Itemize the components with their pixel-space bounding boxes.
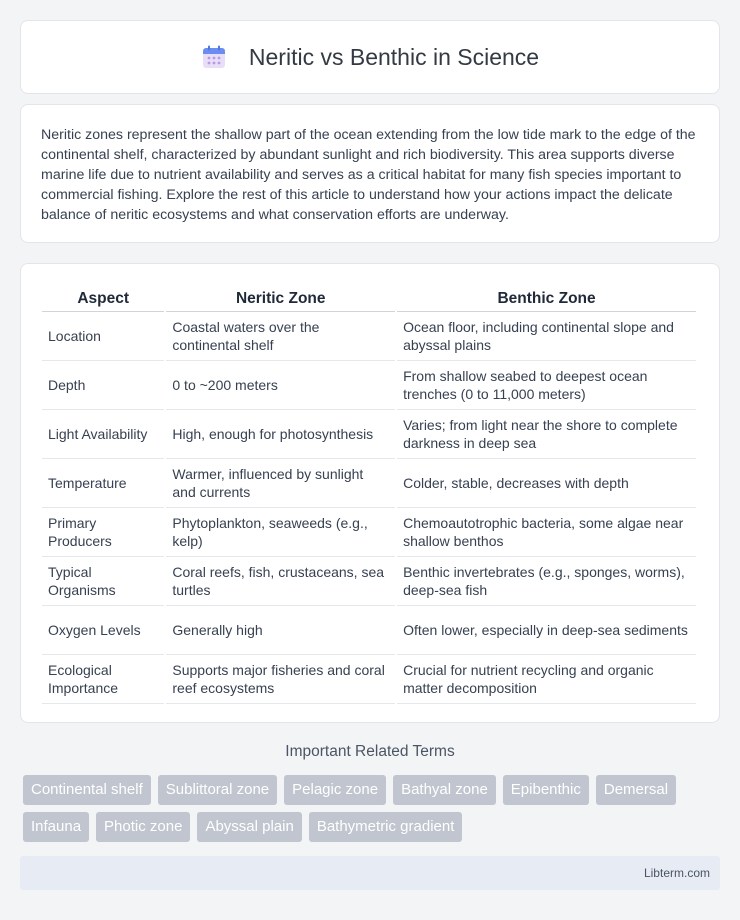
- related-terms-title: Important Related Terms: [285, 743, 455, 760]
- cell-aspect: Temperature: [42, 459, 164, 508]
- cell-aspect: Oxygen Levels: [42, 606, 164, 655]
- cell-aspect: Location: [42, 312, 164, 361]
- tag-bathyal-zone[interactable]: Bathyal zone: [393, 775, 496, 805]
- related-terms-list: [23, 775, 723, 842]
- footer: [20, 856, 720, 890]
- table-row: [42, 410, 696, 459]
- table-header-row: [42, 280, 696, 312]
- tag-demersal[interactable]: Demersal: [596, 775, 676, 805]
- cell-neritic: Supports major fisheries and coral reef ecosystems: [166, 655, 395, 704]
- tag-infauna[interactable]: Infauna: [23, 812, 89, 842]
- tag-abyssal-plain[interactable]: Abyssal plain: [197, 812, 301, 842]
- cell-neritic: High, enough for photosynthesis: [166, 410, 395, 459]
- tag-pelagic-zone[interactable]: Pelagic zone: [284, 775, 386, 805]
- cell-aspect: Depth: [42, 361, 164, 410]
- tag-epibenthic[interactable]: Epibenthic: [503, 775, 589, 805]
- tag-sublittoral-zone[interactable]: Sublittoral zone: [158, 775, 277, 805]
- tag-photic-zone[interactable]: Photic zone: [96, 812, 190, 842]
- cell-aspect: Light Availability: [42, 410, 164, 459]
- page-title: Neritic vs Benthic in Science: [248, 43, 540, 70]
- cell-neritic: Coastal waters over the continental shelf: [166, 312, 395, 361]
- table-row: [42, 655, 696, 704]
- tag-continental-shelf[interactable]: Continental shelf: [23, 775, 151, 805]
- footer-site-link[interactable]: Libterm.com: [643, 866, 710, 880]
- cell-benthic: Benthic invertebrates (e.g., sponges, worms), deep-sea fish: [397, 557, 696, 606]
- cell-neritic: Generally high: [166, 606, 395, 655]
- cell-neritic: Phytoplankton, seaweeds (e.g., kelp): [166, 508, 395, 557]
- cell-aspect: Ecological Importance: [42, 655, 164, 704]
- cell-benthic: Ocean floor, including continental slope and abyssal plains: [397, 312, 696, 361]
- table-row: [42, 557, 696, 606]
- cell-benthic: Varies; from light near the shore to complete darkness in deep sea: [397, 410, 696, 459]
- cell-aspect: Primary Producers: [42, 508, 164, 557]
- tag-bathymetric-gradient[interactable]: Bathymetric gradient: [309, 812, 463, 842]
- intro-card: [20, 104, 720, 243]
- cell-benthic: Chemoautotrophic bacteria, some algae near shallow benthos: [397, 508, 696, 557]
- cell-benthic: Often lower, especially in deep-sea sediments: [397, 606, 696, 655]
- calendar-icon: [201, 44, 227, 70]
- cell-benthic: Colder, stable, decreases with depth: [397, 459, 696, 508]
- cell-neritic: 0 to ~200 meters: [166, 361, 395, 410]
- header-benthic-zone: Benthic Zone: [397, 280, 696, 312]
- header-aspect: Aspect: [42, 280, 164, 312]
- table-row: [42, 606, 696, 655]
- header-neritic-zone: Neritic Zone: [166, 280, 395, 312]
- table-row: [42, 508, 696, 557]
- comparison-table-card: [20, 263, 720, 723]
- cell-neritic: Coral reefs, fish, crustaceans, sea turtles: [166, 557, 395, 606]
- comparison-table: [40, 280, 698, 704]
- intro-paragraph: Neritic zones represent the shallow part of the ocean extending from the low tide mark to the edge of the continental shelf, characterized by abundant sunlight and rich biodiversity. This area supports diverse marine life due to nutrient availability and serves as a critical habitat for many fish species important to commercial fishing. Explore the rest of this article to understand how your actions impact the delicate balance of neritic ecosystems and what conservation efforts are underway.: [41, 127, 696, 223]
- cell-aspect: Typical Organisms: [42, 557, 164, 606]
- header-card: [20, 20, 720, 94]
- table-row: [42, 312, 696, 361]
- cell-neritic: Warmer, influenced by sunlight and currents: [166, 459, 395, 508]
- table-row: [42, 361, 696, 410]
- cell-benthic: From shallow seabed to deepest ocean trenches (0 to 11,000 meters): [397, 361, 696, 410]
- cell-benthic: Crucial for nutrient recycling and organic matter decomposition: [397, 655, 696, 704]
- table-row: [42, 459, 696, 508]
